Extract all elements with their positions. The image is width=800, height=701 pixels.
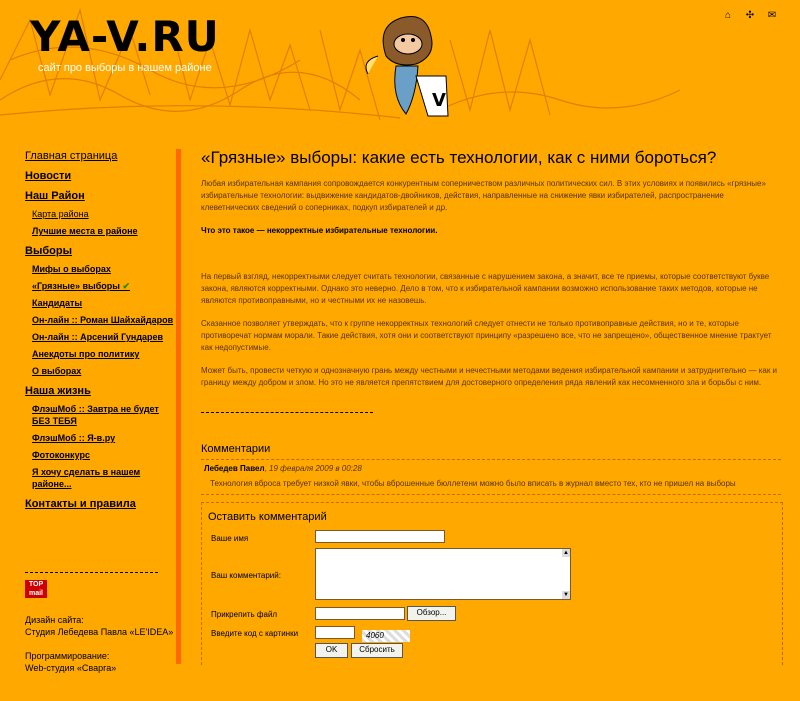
- accent-vertical-bar: [176, 149, 181, 664]
- nav-elections-about-link[interactable]: О выборах: [32, 366, 82, 376]
- nav-district-link[interactable]: Наш Район: [25, 190, 85, 202]
- nav-life-flashmob-tomorrow-link[interactable]: ФлэшМоб :: Завтра не будет БЕЗ ТЕБЯ: [32, 404, 159, 426]
- file-label: Прикрепить файл: [211, 610, 278, 619]
- site-logo[interactable]: YA-V.RU: [30, 12, 220, 61]
- comment-label: Ваш комментарий:: [211, 571, 281, 580]
- captcha-label: Введите код с картинки: [211, 629, 299, 638]
- nav-life-want-to-do-link[interactable]: Я хочу сделать в нашем районе...: [32, 467, 141, 489]
- comment-text: Технология вброса требует низкой явки, чтобы вброшенные бюллетени можно было вписать в журнал вместо тех, кто не пришел на выборы: [210, 479, 736, 488]
- comments-title: Комментарии: [201, 443, 271, 455]
- nav-news-link[interactable]: Новости: [25, 170, 72, 182]
- browse-button[interactable]: Обзор...: [407, 606, 456, 621]
- name-label: Ваше имя: [211, 534, 249, 543]
- page-title: «Грязные» выборы: какие есть технологии, как с ними бороться?: [201, 148, 717, 167]
- article-paragraph-3: Может быть, провести четкую и однозначную грань между честными и нечестными методами ведения избирательной кампании и затруднительно — как и границу между добром и злом. Но это не является препятствием для достоверного определения ряда явлений как несомненного зла и борьбы с ним.: [201, 366, 778, 387]
- article-paragraph-1: На первый взгляд, некорректными следует считать технологии, связанные с нарушением закона, а значит, все те приемы, которые соответствуют букве закона, являются корректными. Однако это неверно. Дело в том, что к избирательной кампании возможно использование таких методов, которые не являются противоправными, но и честными их не назовешь.: [201, 272, 770, 305]
- nav-elections-jokes-link[interactable]: Анекдоты про политику: [32, 349, 140, 359]
- programming-label: Программирование:: [25, 651, 110, 661]
- article-content: [201, 148, 781, 495]
- nav-elections-dirty-label: «Грязные» выборы: [32, 281, 120, 291]
- nav-life-flashmob-yav-link[interactable]: ФлэшМоб :: Я-в.ру: [32, 433, 116, 443]
- home-icon[interactable]: ⌂: [724, 10, 732, 21]
- article-intro: Любая избирательная кампания сопровождается конкурентным соперничеством различных политических сил. В этих условиях и появились «грязные» избирательные технологии: выдвижение кандидатов-двойников, действия, направленные на снижение явки избирателей, распространение клеветнических сведений о соперниках, подкуп избирателей и др.: [201, 179, 766, 212]
- nav-district-best-places-link[interactable]: Лучшие места в районе: [32, 226, 138, 236]
- mail-icon[interactable]: ✉: [767, 10, 777, 21]
- ok-button[interactable]: OK: [315, 643, 348, 658]
- sidebar-divider: [25, 572, 158, 573]
- article-subtitle: Что это такое — некорректные избирательные технологии.: [201, 226, 438, 235]
- article-paragraph-2: Сказанное позволяет утверждать, что к группе некорректных технологий следует отнести не только противоправные действия, но и те, которые противоречат нормам морали. Такие действия, хотя они и соответствуют принципу «разрешено все, что не запрещено», общественное мнение трактует как недопустимые.: [201, 319, 772, 352]
- name-input[interactable]: [315, 530, 445, 543]
- comment-form: [201, 502, 783, 665]
- topmail-line-1: TOP: [28, 581, 44, 588]
- nav-elections-online-gundarev-link[interactable]: Он-лайн :: Арсений Гундарев: [32, 332, 164, 342]
- svg-text:V: V: [432, 90, 446, 111]
- topmail-line-2: mail: [28, 590, 43, 597]
- comment-form-title: Оставить комментарий: [208, 511, 327, 523]
- monkey-mascot-illustration: [356, 6, 466, 126]
- nav-elections-candidates-link[interactable]: Кандидаты: [32, 298, 83, 308]
- file-path-input[interactable]: [315, 607, 405, 620]
- programming-value[interactable]: Web-студия «Сварга»: [25, 663, 117, 673]
- nav-life-photocontest-link[interactable]: Фотоконкурс: [32, 450, 90, 460]
- nav-elections-link[interactable]: Выборы: [25, 245, 72, 257]
- sidebar-nav: [25, 150, 175, 516]
- comment-author: Лебедев Павел: [204, 464, 265, 473]
- header: [0, 0, 800, 140]
- nav-elections-online-shaykhaydarov-link[interactable]: Он-лайн :: Роман Шайхайдаров: [32, 315, 174, 325]
- nav-life-link[interactable]: Наша жизнь: [25, 385, 91, 397]
- top-icons: [722, 10, 778, 22]
- design-label: Дизайн сайта:: [25, 615, 84, 625]
- nav-home-link[interactable]: Главная страница: [25, 150, 118, 162]
- site-tagline: сайт про выборы в нашем районе: [38, 62, 212, 74]
- sitemap-icon[interactable]: ✣: [745, 10, 755, 21]
- scroll-down-icon[interactable]: ▼: [563, 592, 569, 598]
- topmail-counter-badge[interactable]: [25, 580, 47, 598]
- comment-item: Лебедев Павел, 19 февраля 2009 в 00:28 Технология вброса требует низкой явки, чтобы вброшенные бюллетени можно было вписать в журнал вместо тех, кто не пришел на выборы: [201, 459, 781, 495]
- article-end-divider: [201, 412, 373, 413]
- nav-district-map-link[interactable]: Карта района: [32, 209, 89, 219]
- nav-elections-dirty-link[interactable]: [32, 280, 175, 292]
- comment-textarea[interactable]: [315, 548, 571, 600]
- comment-date: 19 февраля 2009 в 00:28: [269, 464, 362, 473]
- captcha-image: 4060: [362, 630, 410, 642]
- captcha-input[interactable]: [315, 626, 355, 639]
- reset-button[interactable]: Сбросить: [351, 643, 403, 658]
- checkmark-icon: ✔: [122, 281, 131, 291]
- design-value[interactable]: Студия Лебедева Павла «LE'IDEA»: [25, 627, 174, 637]
- nav-contacts-link[interactable]: Контакты и правила: [25, 498, 136, 510]
- scroll-up-icon[interactable]: ▲: [563, 550, 569, 556]
- site-credits: [25, 614, 173, 674]
- nav-elections-myths-link[interactable]: Мифы о выборах: [32, 264, 111, 274]
